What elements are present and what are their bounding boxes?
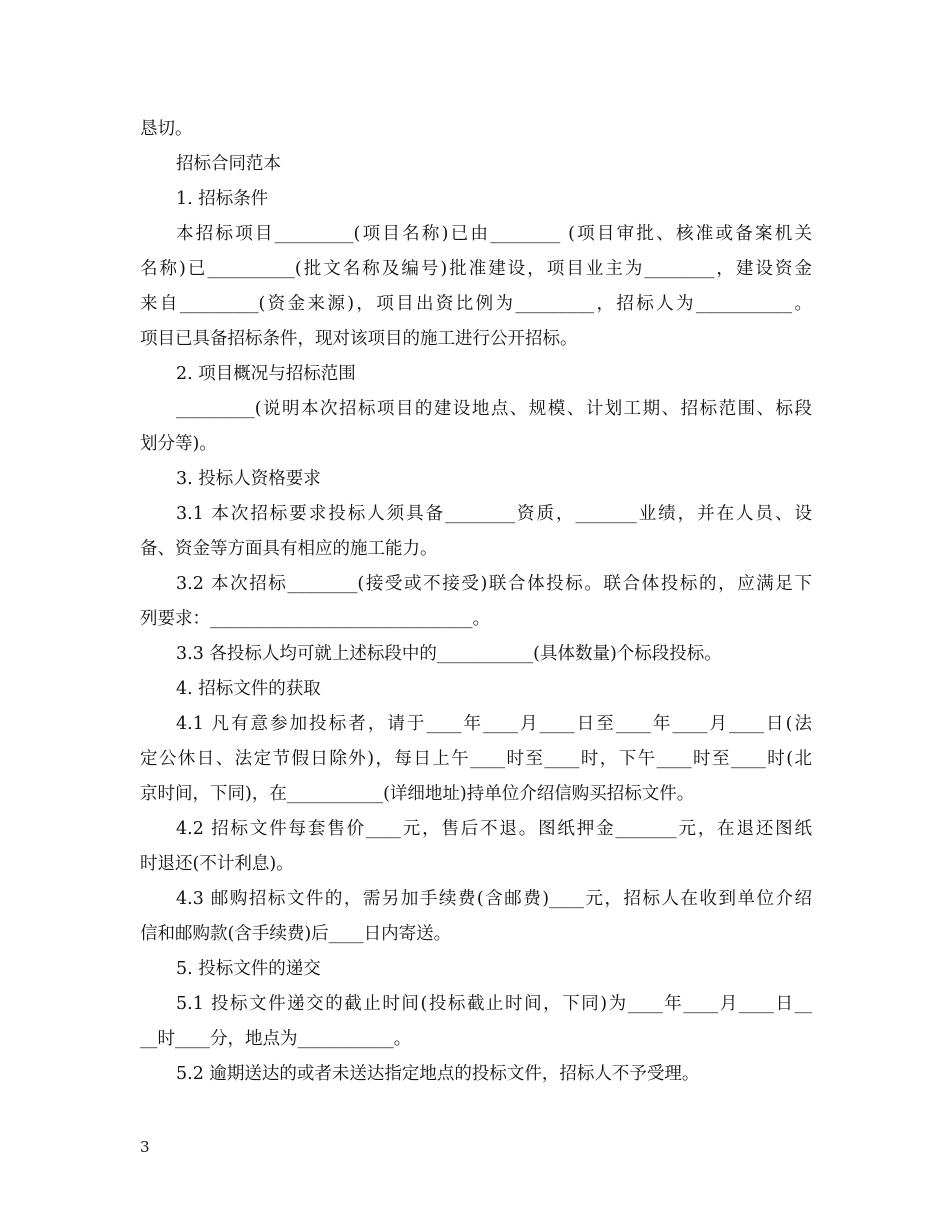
text-line: _________(说明本次招标项目的建设地点、规模、计划工期、招标范围、标段 (176, 399, 812, 419)
text-line: 时退还(不计利息)。 (140, 854, 294, 874)
text-line: 京时间，下同)，在___________(详细地址)持单位介绍信购买招标文件。 (140, 784, 695, 804)
text-line: 恳切。 (140, 119, 193, 139)
text-line: 3.1 本次招标要求投标人须具备________资质，_______业绩，并在人员、设 (176, 504, 812, 524)
text-line: 信和邮购款(含手续费)后____日内寄送。 (140, 924, 452, 944)
document-body (140, 112, 812, 1092)
section-heading: 3. 投标人资格要求 (176, 469, 321, 489)
text-line: 3.2 本次招标________(接受或不接受)联合体投标。联合体投标的，应满足下 (176, 574, 812, 594)
text-line: 4.3 邮购招标文件的，需另加手续费(含邮费)____元，招标人在收到单位介绍 (176, 889, 812, 909)
section-heading: 1. 招标条件 (176, 189, 269, 209)
text-line: 来自_________(资金来源)，项目出资比例为_________，招标人为___________。 (140, 294, 812, 314)
text-line: 5.2 逾期送达的或者未送达指定地点的投标文件，招标人不予受理。 (176, 1064, 700, 1084)
page-number: 3 (140, 1138, 150, 1156)
text-line: 5.1 投标文件递交的截止时间(投标截止时间，下同)为____年____月____日__ (176, 994, 812, 1014)
text-line: __时____分，地点为___________。 (140, 1029, 412, 1049)
text-line: 4.2 招标文件每套售价____元，售后不退。图纸押金_______元，在退还图纸 (176, 819, 812, 839)
section-title: 招标合同范本 (176, 154, 281, 174)
text-line: 定公休日、法定节假日除外)，每日上午____时至____时，下午____时至____时(北 (140, 749, 812, 769)
text-line: 3.3 各投标人均可就上述标段中的___________(具体数量)个标段投标。 (176, 644, 722, 664)
text-line: 本招标项目_________(项目名称)已由________ (项目审批、核准或备案机关 (176, 224, 812, 244)
text-line: 名称)已__________(批文名称及编号)批准建设，项目业主为________，建设资金 (140, 259, 812, 279)
section-heading: 5. 投标文件的递交 (176, 959, 321, 979)
section-heading: 2. 项目概况与招标范围 (176, 364, 356, 384)
section-heading: 4. 招标文件的获取 (176, 679, 321, 699)
text-line: 备、资金等方面具有相应的施工能力。 (140, 539, 438, 559)
text-line: 项目已具备招标条件，现对该项目的施工进行公开招标。 (140, 329, 578, 349)
text-line: 列要求：______________________________。 (140, 609, 490, 629)
text-line: 4.1 凡有意参加投标者，请于____年____月____日至____年____月____日(法 (176, 714, 812, 734)
text-line: 划分等)。 (140, 434, 217, 454)
